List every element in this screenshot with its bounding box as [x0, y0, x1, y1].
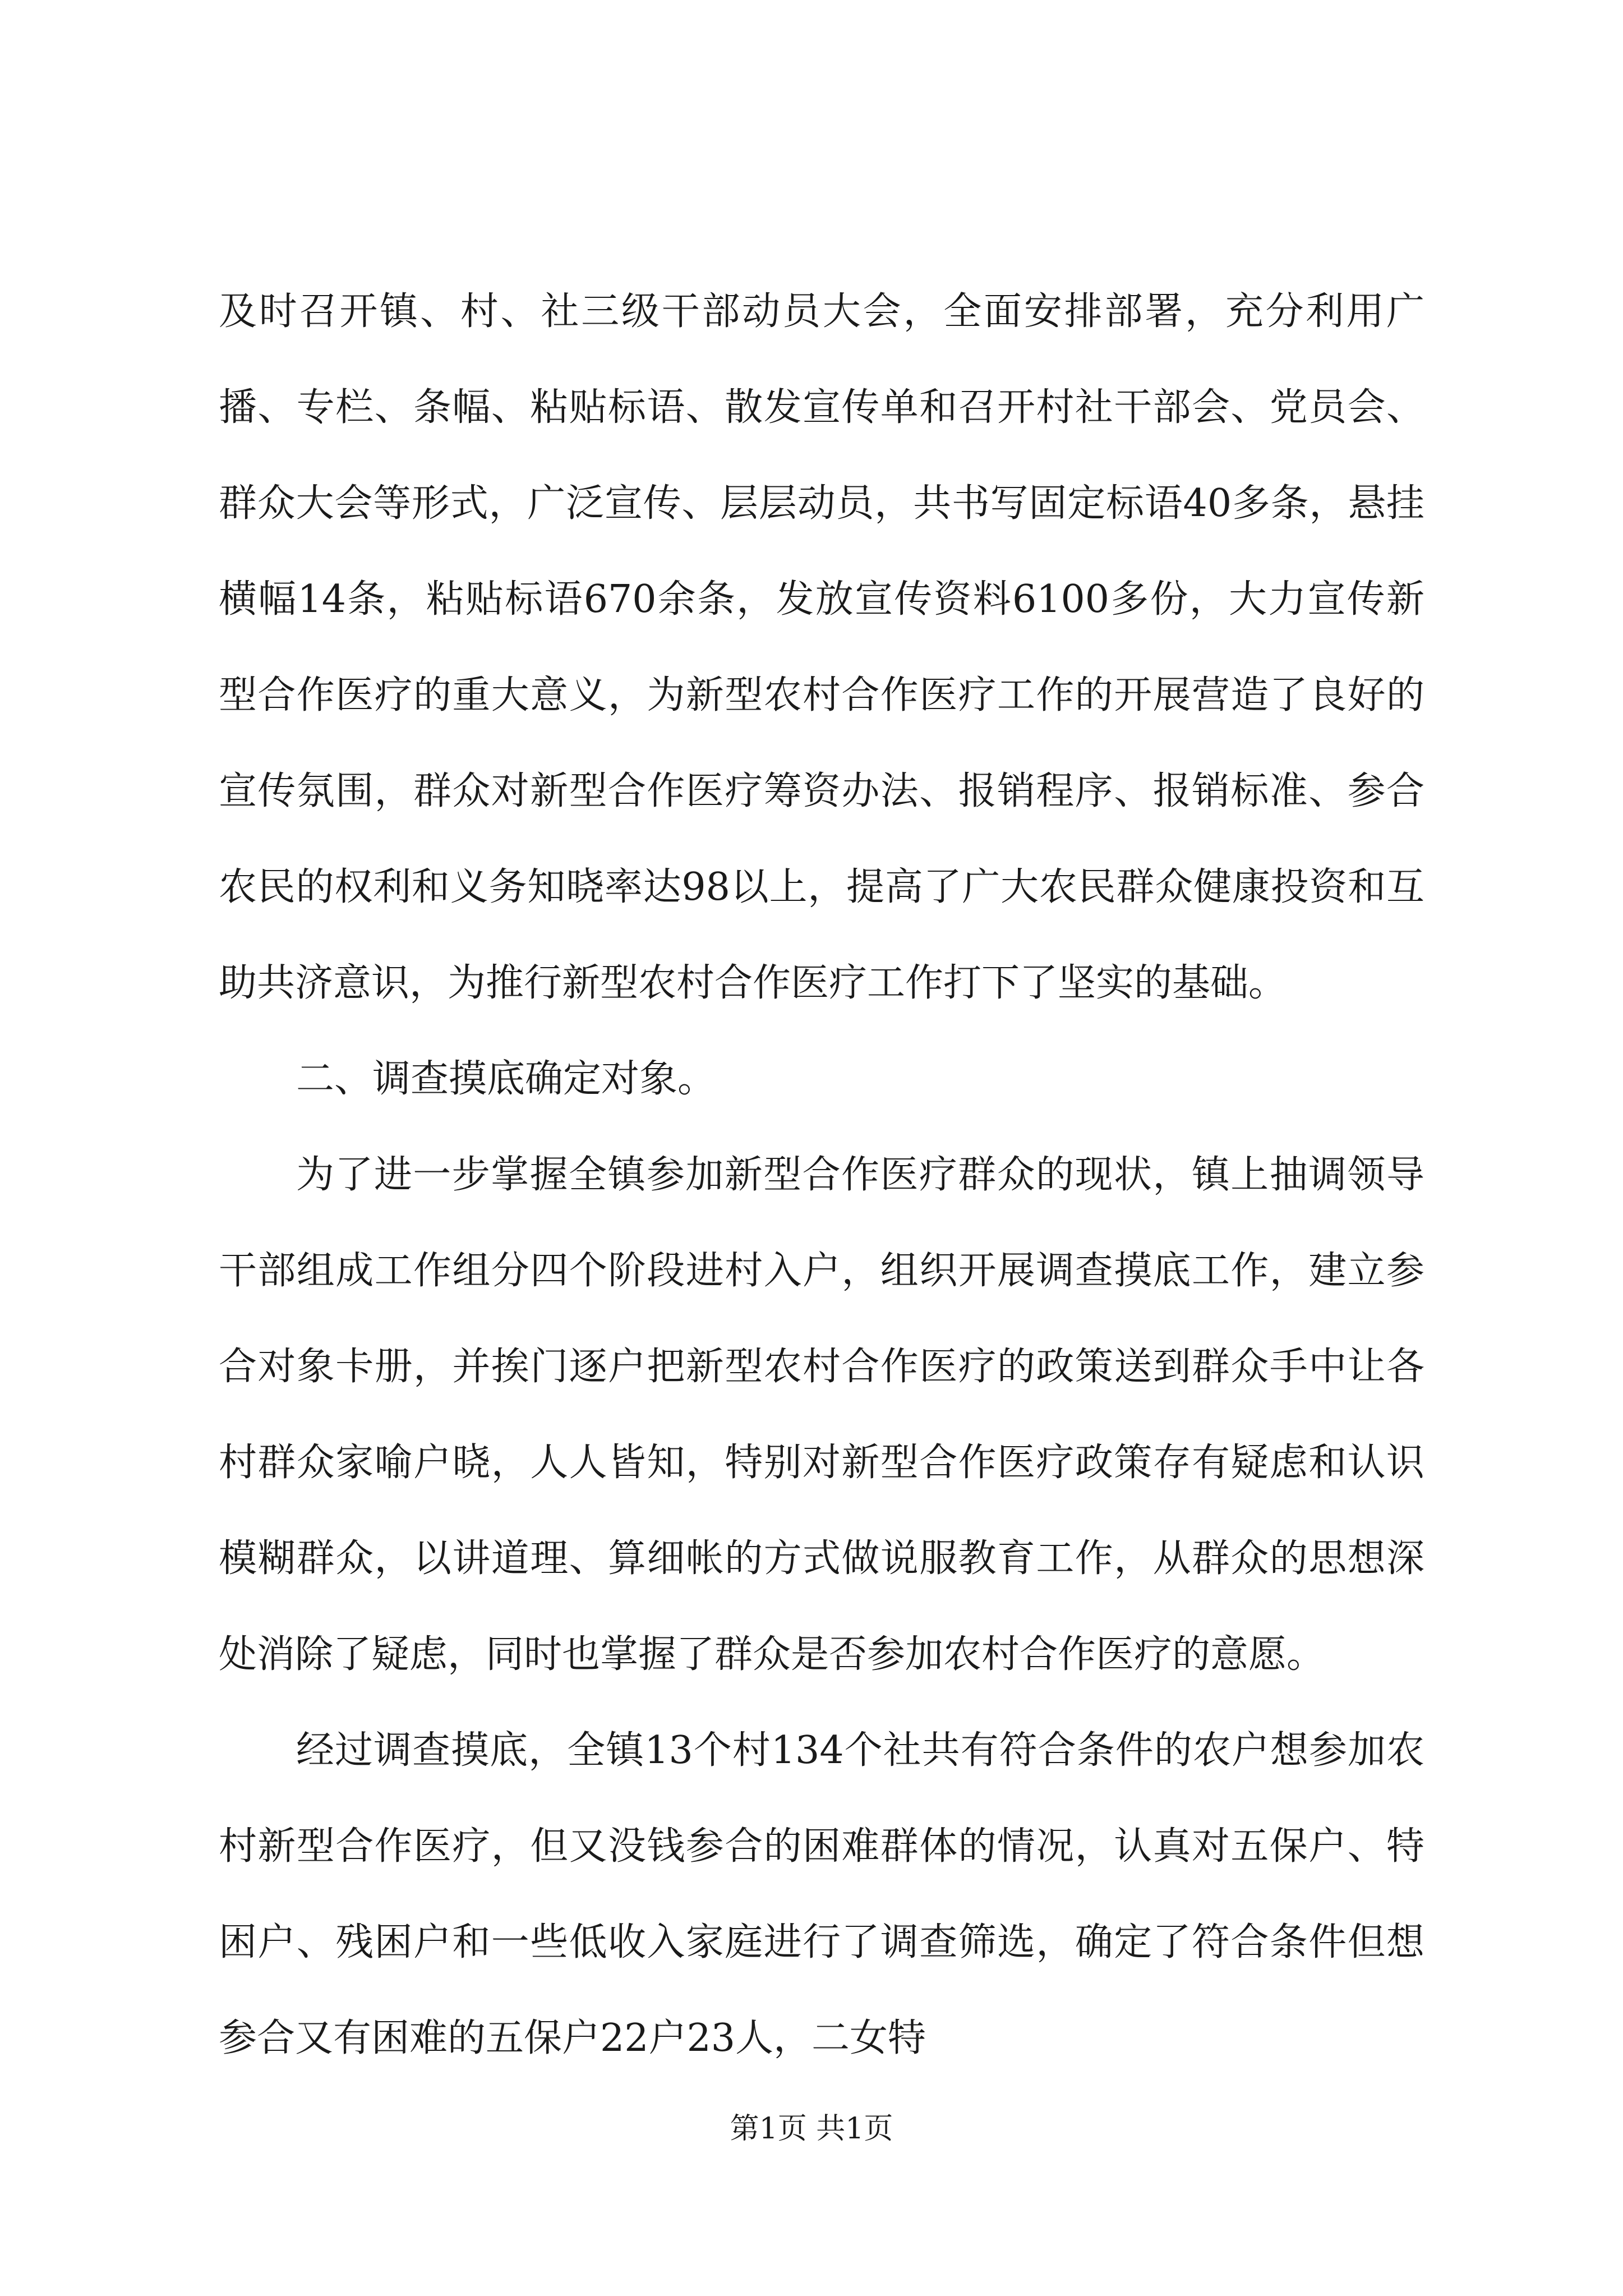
- document-body: [219, 264, 1424, 2086]
- paragraph-publicity: 及时召开镇、村、社三级干部动员大会，全面安排部署，充分利用广播、专栏、条幅、粘贴标语、散发宣传单和召开村社干部会、党员会、群众大会等形式，广泛宣传、层层动员，共书写固定标语40多条，悬挂横幅14条，粘贴标语670余条，发放宣传资料6100多份，大力宣传新型合作医疗的重大意义，为新型农村合作医疗工作的开展营造了良好的宣传氛围，群众对新型合作医疗筹资办法、报销程序、报销标准、参合农民的权利和义务知晓率达98以上，提高了广大农民群众健康投资和互助共济意识，为推行新型农村合作医疗工作打下了坚实的基础。: [219, 289, 1424, 1005]
- paragraph-survey-result: 经过调查摸底，全镇13个村134个社共有符合条件的农户想参加农村新型合作医疗，但又没钱参合的困难群体的情况，认真对五保户、特困户、残困户和一些低收入家庭进行了调查筛选，确定了符合条件但想参合又有困难的五保户22户23人，二女特: [219, 1728, 1424, 2060]
- paragraph-survey: 为了进一步掌握全镇参加新型合作医疗群众的现状，镇上抽调领导干部组成工作组分四个阶段进村入户，组织开展调查摸底工作，建立参合对象卡册，并挨门逐户把新型农村合作医疗的政策送到群众手中让各村群众家喻户晓，人人皆知，特别对新型合作医疗政策存有疑虑和认识模糊群众，以讲道理、算细帐的方式做说服教育工作，从群众的思想深处消除了疑虑，同时也掌握了群众是否参加农村合作医疗的意愿。: [219, 1153, 1424, 1677]
- section-heading-survey: 二、调查摸底确定对象。: [296, 1057, 716, 1101]
- page-footer: 第1页 共1页: [730, 2112, 893, 2146]
